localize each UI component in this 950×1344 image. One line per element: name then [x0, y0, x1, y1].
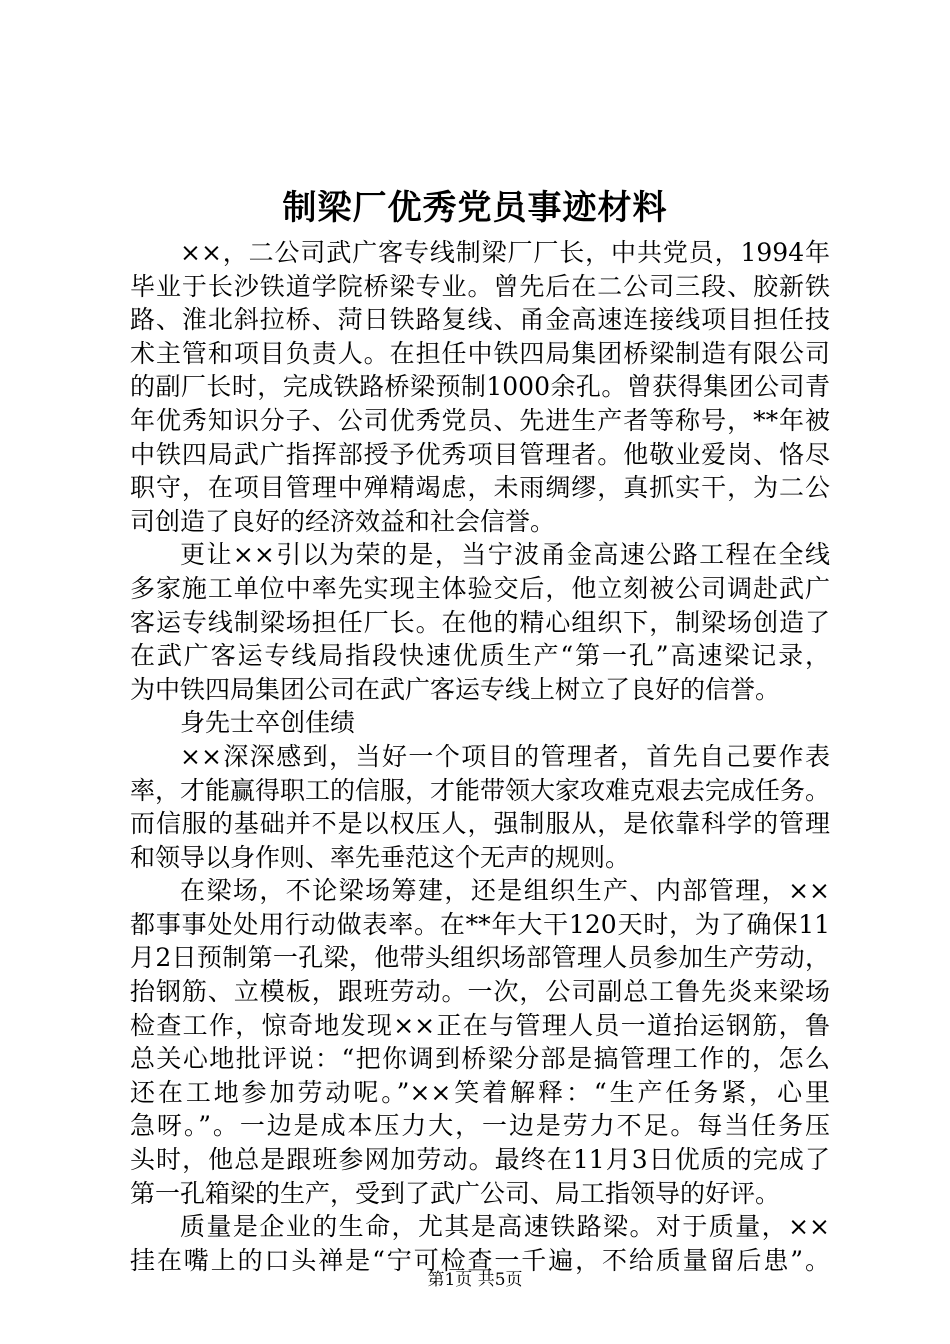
page-footer: 第1页 共5页: [427, 1270, 523, 1290]
text-line: 在武广客运专线局指段快速优质生产“第一孔”高速梁记录，: [130, 641, 830, 671]
text-line: 而信服的基础并不是以权压人，强制服从，是依靠科学的管理: [130, 809, 830, 839]
text-line: 总关心地批评说：“把你调到桥梁分部是搞管理工作的，怎么: [130, 1044, 830, 1074]
text-line: 毕业于长沙铁道学院桥梁专业。曾先后在二公司三段、胶新铁: [130, 271, 830, 301]
text-line: 的副厂长时，完成铁路桥梁预制1000余孔。曾获得集团公司青: [130, 372, 830, 402]
text-line: 司创造了良好的经济效益和社会信誉。: [130, 506, 556, 536]
text-line: 挂在嘴上的口头禅是“宁可检查一千遍，不给质量留后患”。: [130, 1245, 830, 1275]
text-line: 质量是企业的生命，尤其是高速铁路梁。对于质量，××: [180, 1212, 830, 1242]
text-line: ××，二公司武广客专线制梁厂厂长，中共党员，1994年: [180, 238, 830, 267]
text-line: 客运专线制梁场担任厂长。在他的精心组织下，制梁场创造了: [130, 607, 830, 637]
text-line: 率，才能赢得职工的信服，才能带领大家攻难克艰去完成任务。: [130, 775, 831, 805]
text-line: 检查工作，惊奇地发现××正在与管理人员一道抬运钢筋，鲁: [130, 1010, 830, 1040]
text-line: 急呀。”。一边是成本压力大，一边是劳力不足。每当任务压: [130, 1111, 830, 1141]
text-line: 头时，他总是跟班参网加劳动。最终在11月3日优质的完成了: [130, 1145, 830, 1175]
text-line: 身先士卒创佳绩: [180, 708, 356, 738]
document-title: 制梁厂优秀党员事迹材料: [282, 188, 668, 228]
text-line: 职守，在项目管理中殚精竭虑，未雨绸缪，真抓实干，为二公: [130, 473, 830, 503]
text-line: 在梁场，不论梁场筹建，还是组织生产、内部管理，××: [180, 876, 830, 906]
text-line: 都事事处处用行动做表率。在**年大干120天时，为了确保11: [130, 909, 830, 939]
text-line: 抬钢筋、立模板，跟班劳动。一次，公司副总工鲁先炎来梁场: [130, 977, 830, 1007]
text-line: 多家施工单位中率先实现主体验交后，他立刻被公司调赴武广: [130, 573, 830, 603]
text-line: 术主管和项目负责人。在担任中铁四局集团桥梁制造有限公司: [130, 338, 830, 368]
text-line: 月2日预制第一孔梁，他带头组织场部管理人员参加生产劳动，: [130, 943, 830, 973]
text-line: 中铁四局武广指挥部授予优秀项目管理者。他敬业爱岗、恪尽: [130, 439, 830, 469]
text-line: 还在工地参加劳动呢。”××笑着解释：“生产任务紧，心里: [130, 1077, 830, 1107]
text-line: 为中铁四局集团公司在武广客运专线上树立了良好的信誉。: [130, 674, 781, 704]
document-body: [130, 236, 830, 1277]
text-line: 第一孔箱梁的生产，受到了武广公司、局工指领导的好评。: [130, 1178, 781, 1208]
text-line: 更让××引以为荣的是，当宁波甬金高速公路工程在全线: [180, 540, 830, 570]
text-line: ××深深感到，当好一个项目的管理者，首先自己要作表: [180, 741, 830, 771]
text-line: 路、淮北斜拉桥、菏日铁路复线、甬金高速连接线项目担任技: [130, 305, 830, 335]
text-line: 和领导以身作则、率先垂范这个无声的规则。: [130, 842, 631, 872]
text-line: 年优秀知识分子、公司优秀党员、先进生产者等称号，**年被: [130, 405, 830, 435]
